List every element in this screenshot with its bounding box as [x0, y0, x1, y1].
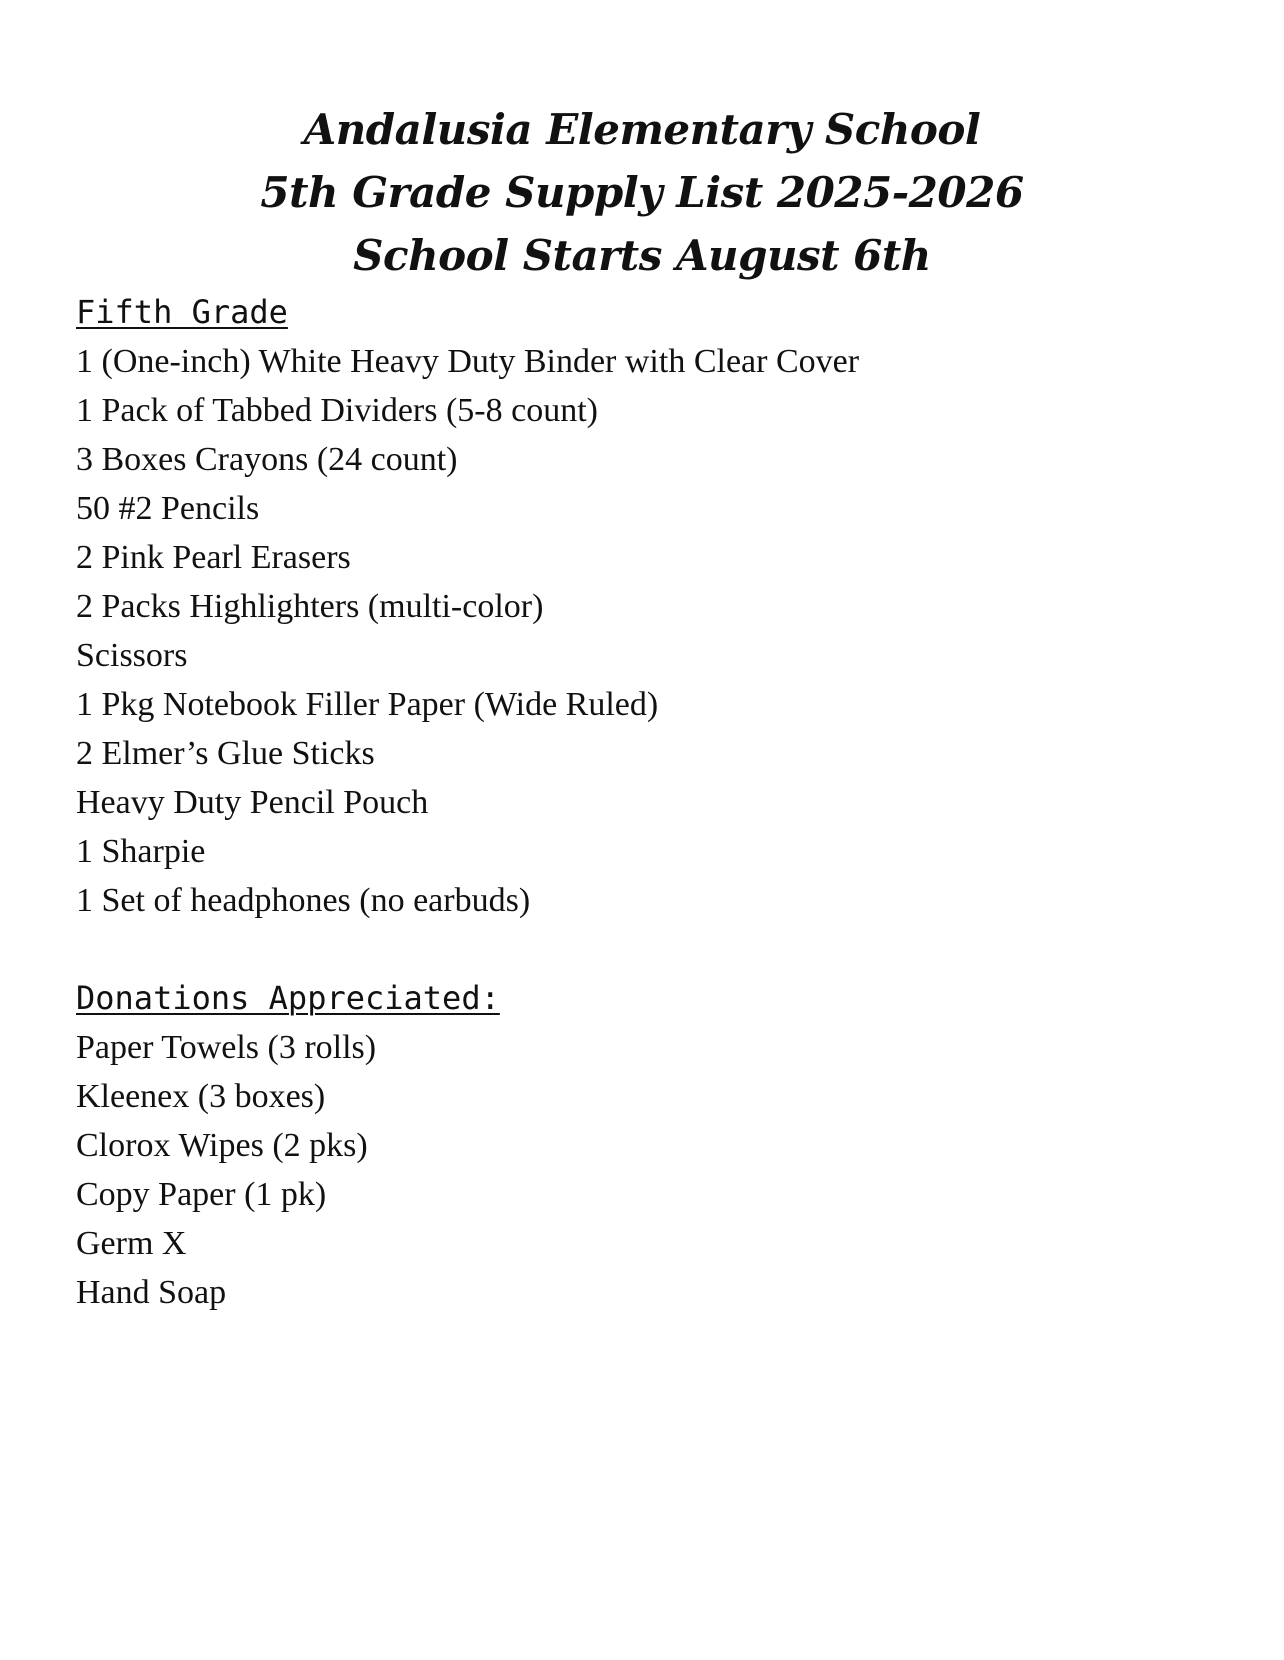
school-name: Andalusia Elementary School: [303, 105, 981, 154]
list-item: Germ X: [76, 1225, 187, 1262]
supply-list: [76, 288, 1226, 1317]
list-item: Hand Soap: [76, 1274, 227, 1311]
list-item: 1 (One-inch) White Heavy Duty Binder with Clear Cover: [76, 343, 860, 380]
list-item: Kleenex (3 boxes): [76, 1078, 326, 1115]
list-item: 1 Pkg Notebook Filler Paper (Wide Ruled): [76, 686, 659, 723]
document-title: [0, 98, 1284, 287]
list-title: 5th Grade Supply List 2025-2026: [260, 168, 1024, 217]
list-item: 2 Elmer’s Glue Sticks: [76, 735, 375, 772]
list-item: Paper Towels (3 rolls): [76, 1029, 377, 1066]
start-date: School Starts August 6th: [353, 231, 931, 280]
list-item: 1 Pack of Tabbed Dividers (5-8 count): [76, 392, 598, 429]
list-item: Copy Paper (1 pk): [76, 1176, 327, 1213]
list-item: 3 Boxes Crayons (24 count): [76, 441, 458, 478]
list-item: Clorox Wipes (2 pks): [76, 1127, 368, 1164]
donations-items: [76, 1023, 1226, 1317]
list-item: 50 #2 Pencils: [76, 490, 260, 527]
list-item: Scissors: [76, 637, 188, 674]
section-spacer: [76, 925, 1226, 974]
list-item: 1 Sharpie: [76, 833, 206, 870]
donations-heading: Donations Appreciated:: [76, 979, 500, 1017]
fifth-grade-items: [76, 337, 1226, 925]
list-item: 1 Set of headphones (no earbuds): [76, 882, 531, 919]
fifth-grade-heading: Fifth Grade: [76, 293, 288, 331]
list-item: 2 Pink Pearl Erasers: [76, 539, 351, 576]
list-item: 2 Packs Highlighters (multi-color): [76, 588, 544, 625]
list-item: Heavy Duty Pencil Pouch: [76, 784, 429, 821]
